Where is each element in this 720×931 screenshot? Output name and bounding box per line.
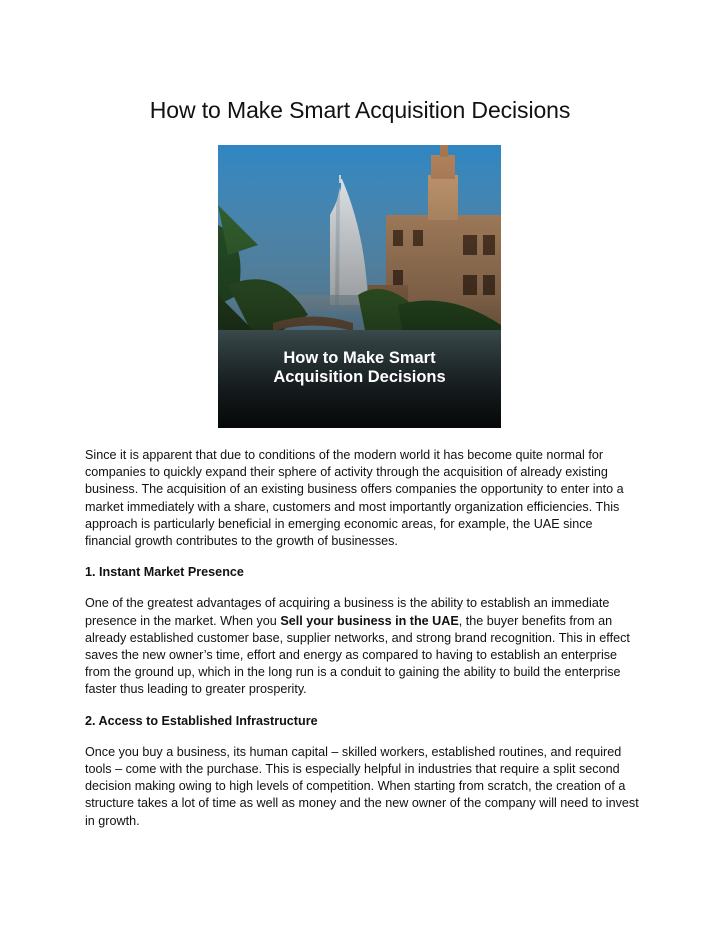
section1-text-after: , the buyer benefits from an already established customer base, supplier networks, and strong brand recognition. This in effect saves the new owner’s time, effort and energy as compared to having to establish an enterprise from the ground up, which in the long run is a conduit to gaining the ability to build the enterprise faster thus leading to greater prosperity. (85, 613, 630, 697)
section1-text-before: One of the greatest advantages of acquiring a business is the ability to establish an immediate presence in the market. When you (85, 596, 610, 628)
section2-paragraph: Once you buy a business, its human capital – skilled workers, established routines, and required tools – come with the purchase. This is especially helpful in industries that require a split second decision making owing to high levels of competition. When starting from scratch, the creation of a structure takes a lot of time as well as money and the new owner of the company will need to invest in growth. (85, 744, 639, 828)
sell-business-link[interactable]: Sell your business in the UAE (280, 613, 459, 628)
article-body (85, 447, 640, 844)
page-title: How to Make Smart Acquisition Decisions (149, 97, 571, 123)
section1-heading: 1. Instant Market Presence (85, 565, 244, 580)
dubai-skyline-image (218, 145, 501, 428)
section1-paragraph (85, 595, 640, 698)
hero-overlay-line1: How to Make Smart (283, 349, 436, 367)
section2-heading: 2. Access to Established Infrastructure (85, 713, 318, 728)
intro-paragraph: Since it is apparent that due to conditions of the modern world it has become quite normal for companies to quickly expand their sphere of activity through the acquisition of already existing business. The acquisition of an existing business offers companies the opportunity to enter into a market immediately with a share, customers and most importantly organization efficiencies. This approach is particularly beneficial in emerging economic areas, for example, the UAE since financial growth contributes to the growth of businesses. (85, 448, 624, 549)
hero-overlay-line2: Acquisition Decisions (273, 368, 446, 386)
